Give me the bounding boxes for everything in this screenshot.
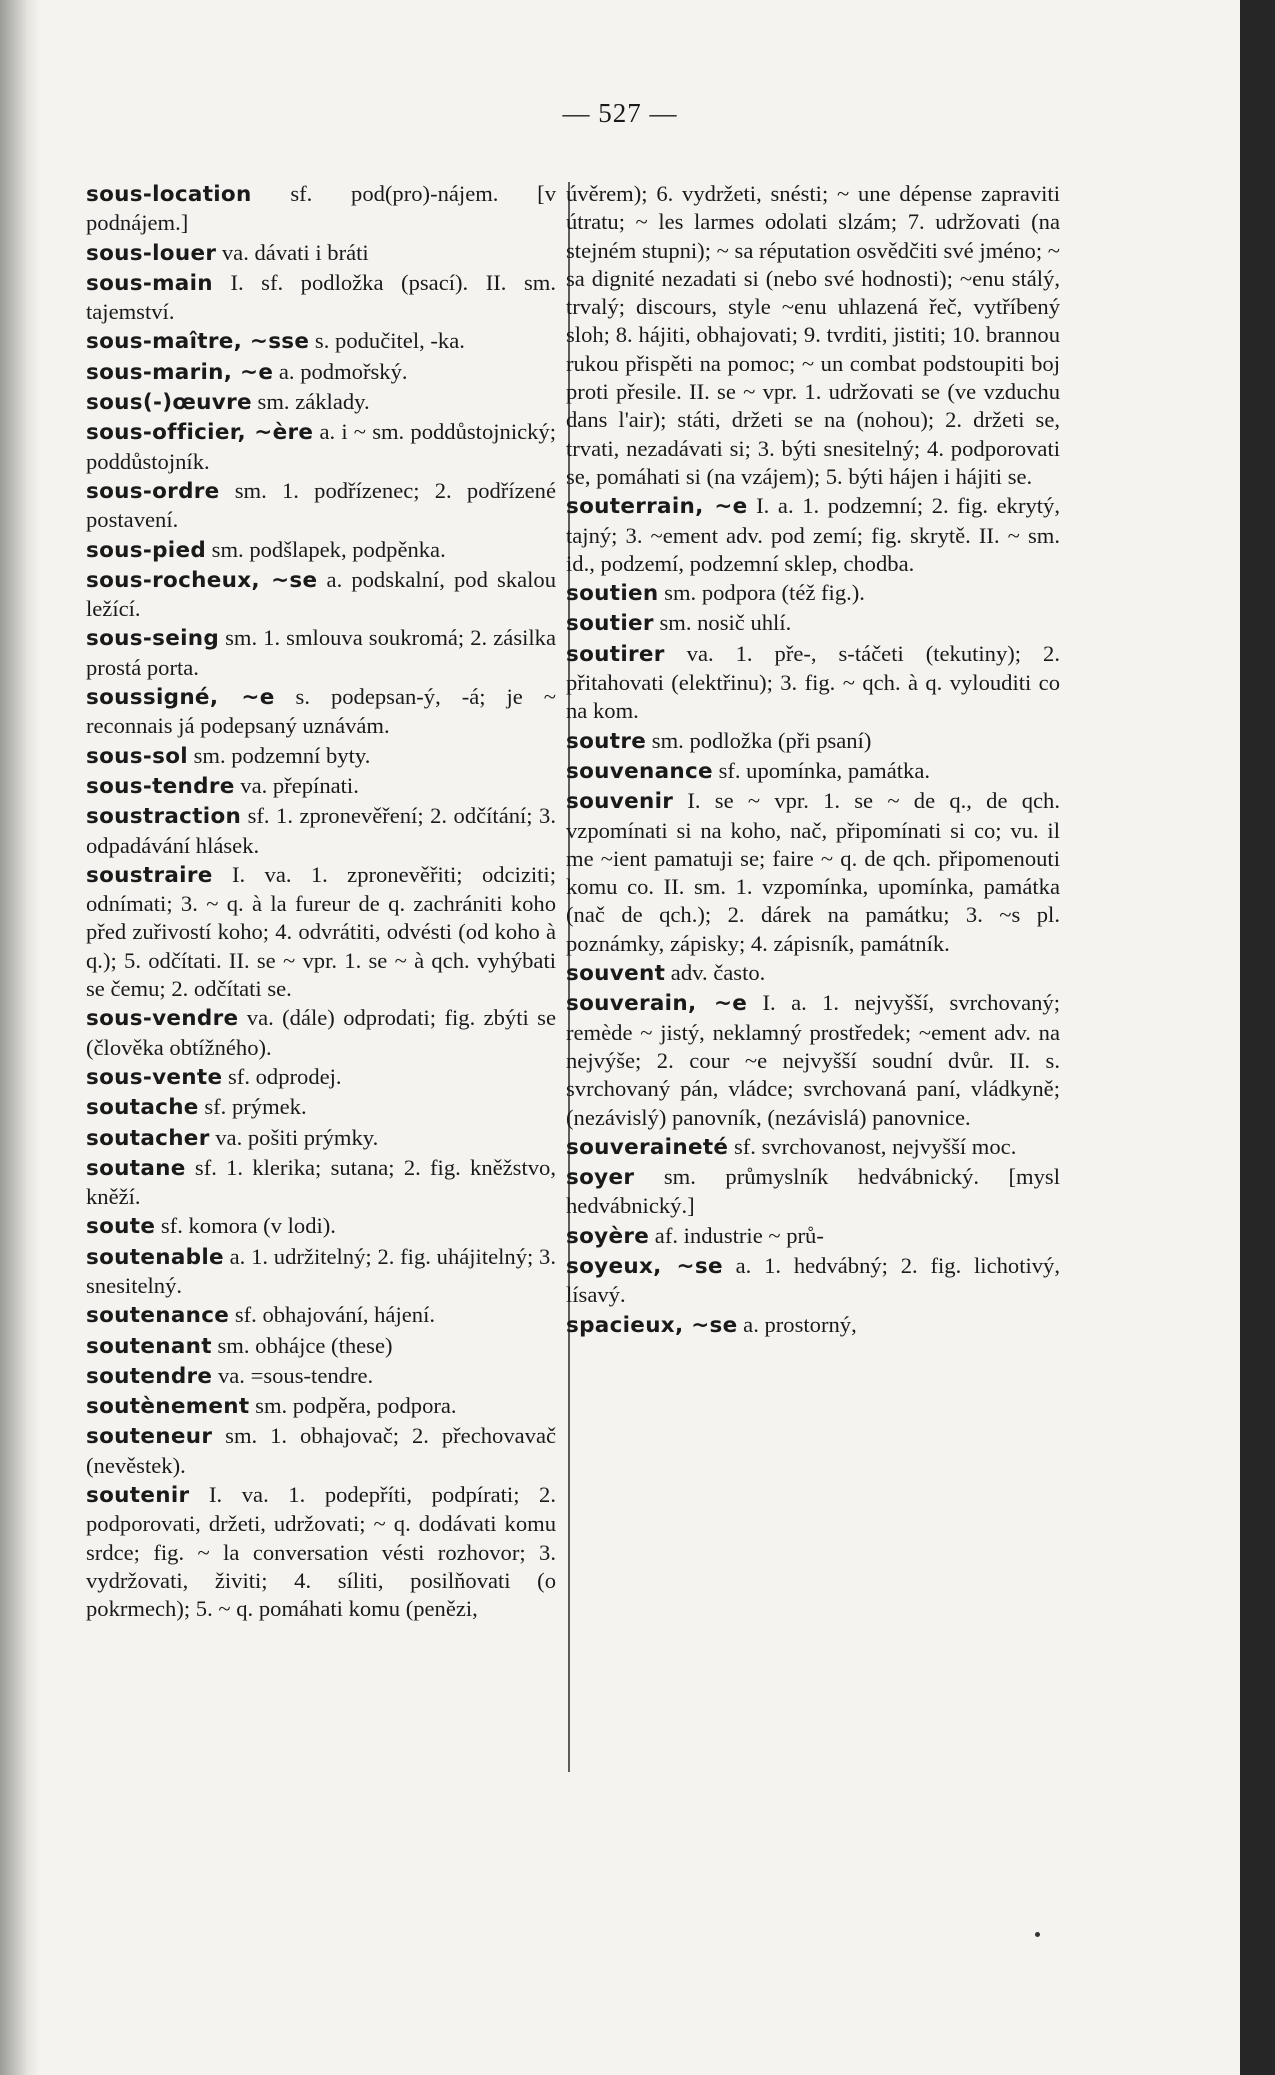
right-column: [566, 180, 1060, 1341]
dictionary-entry: [86, 327, 556, 356]
entry-definition: sm. 1. obhajovač; 2. přechovavač (nevěstek).: [86, 1423, 556, 1478]
headword: soutènement: [86, 1394, 250, 1420]
dictionary-entry: [86, 1392, 556, 1421]
headword: sous-marin, ~e: [86, 359, 274, 385]
headword: soyeux, ~se: [566, 1253, 723, 1279]
headword: soutendre: [86, 1363, 213, 1389]
dictionary-entry: [566, 1133, 1060, 1162]
entry-definition: sf. upomínka, památka.: [712, 757, 931, 783]
dictionary-entry: [86, 683, 556, 741]
dictionary-entry: [86, 1124, 556, 1153]
dictionary-entry: [86, 1481, 556, 1623]
headword: souvent: [566, 961, 666, 987]
headword: sous-tendre: [86, 773, 235, 799]
entry-definition: sm. obhájce (these): [211, 1332, 393, 1358]
entry-definition: sf. pod(pro)-nájem. [v podnájem.]: [86, 181, 556, 236]
entry-definition: a. i ~ sm. poddůstojnický; poddůstojník.: [86, 419, 556, 474]
entry-definition: sf. prýmek.: [198, 1094, 307, 1120]
dictionary-entry: [86, 536, 556, 565]
headword: sous(-)œuvre: [86, 390, 252, 416]
headword: soutenant: [86, 1333, 212, 1359]
headword: souveraineté: [566, 1134, 729, 1160]
dictionary-entry: [566, 959, 1060, 988]
entry-definition: I. va. 1. podepříti, podpírati; 2. podporovati, držeti, udržovati; ~ q. dodávati komu srdce; fig. ~ la conversation vésti rozhovor; 3. vydržovati, živiti; 4. síliti, posilňovati (o pokrmech); 5. ~ q. pomáhati komu (penězi,: [86, 1482, 556, 1622]
entry-definition: sm. podšlapek, podpěnka.: [206, 536, 446, 562]
headword: sous-vente: [86, 1064, 223, 1090]
entry-definition: va. =sous-tendre.: [212, 1362, 374, 1388]
headword: soyer: [566, 1165, 635, 1191]
entry-definition: a. 1. udržitelný; 2. fig. uhájitelný; 3. snesitelný.: [86, 1243, 556, 1298]
entry-definition: s. podučitel, -ka.: [309, 328, 465, 354]
dictionary-entry: [86, 861, 556, 1003]
dictionary-entry: [566, 609, 1060, 638]
headword: soussigné, ~e: [86, 685, 275, 711]
entry-definition: va. 1. pře-, s-táčeti (tekutiny); 2. přitahovati (elektřinu); 3. fig. ~ qch. à q. vylouditi co na kom.: [566, 640, 1060, 724]
headword: sous-officier, ~ère: [86, 420, 314, 446]
dictionary-entry: [86, 1362, 556, 1391]
dictionary-entry: [86, 180, 556, 238]
dictionary-entry: [566, 787, 1060, 958]
headword: souvenance: [566, 758, 713, 784]
dictionary-entry: [566, 1222, 1060, 1251]
dictionary-entry: [86, 1422, 556, 1480]
headword: soutacher: [86, 1125, 210, 1151]
entry-definition: sm. základy.: [251, 389, 370, 415]
headword: soustraction: [86, 804, 242, 830]
headword: sous-vendre: [86, 1006, 239, 1032]
entry-definition: sf. komora (v lodi).: [155, 1213, 336, 1239]
headword: sous-pied: [86, 537, 207, 563]
entry-definition: adv. často.: [665, 960, 766, 986]
headword: souteneur: [86, 1424, 213, 1450]
entry-definition: s. podepsan-ý, -á; je ~ reconnais já podepsaný uznávám.: [86, 684, 556, 739]
headword: spacieux, ~se: [566, 1312, 738, 1338]
headword: soutirer: [566, 641, 665, 667]
dictionary-entry: [566, 727, 1060, 756]
dictionary-entry: [566, 640, 1060, 726]
headword: sous-maître, ~sse: [86, 329, 310, 355]
entry-definition: af. industrie ~ prů-: [649, 1222, 824, 1248]
dictionary-entry: [86, 1154, 556, 1212]
headword: sous-ordre: [86, 478, 220, 504]
headword: soustraire: [86, 862, 213, 888]
dictionary-entry: [86, 388, 556, 417]
entry-definition: úvěrem); 6. vydržeti, snésti; ~ une dépense zapraviti útratu; ~ les larmes odolati slzám; 7. udržovati (na stejném stupni); ~ sa réputation osvědčiti své jméno; ~ sa dignité nezadati si (nebo své hodnosti); ~enu stálý, trvalý; discours, style ~enu uhlazená řeč, vytříbený sloh; 8. hájiti, obhajovati; 9. tvrditi, jistiti; 10. brannou rukou přispěti na pomoc; ~ un combat podstoupiti boj proti přesile. II. se ~ vpr. 1. udržovati se (ve vzduchu dans l'air); státi, držeti se na (nohou); 2. držeti se, trvati, nezadávati si; 3. býti snesitelný; 4. podporovati se, pomáhati si (na vzájem); 5. býti hájen i hájiti se.: [566, 181, 1060, 489]
entry-definition: sm. podzemní byty.: [187, 742, 371, 768]
dictionary-entry: [566, 1163, 1060, 1221]
dictionary-entry: [566, 492, 1060, 578]
dictionary-entry: [566, 989, 1060, 1131]
entry-definition: sf. 1. klerika; sutana; 2. fig. kněžstvo, kněží.: [86, 1154, 556, 1210]
dictionary-entry: [566, 180, 1060, 491]
dictionary-entry: [566, 1252, 1060, 1310]
page-number: — 527 —: [562, 98, 678, 128]
headword: sous-rocheux, ~se: [86, 567, 318, 593]
headword: soutien: [566, 581, 659, 607]
entry-definition: va. přepínati.: [234, 772, 359, 798]
entry-definition: sf. svrchovanost, nejvyšší moc.: [728, 1133, 1017, 1159]
dictionary-entry: [86, 1243, 556, 1301]
entry-definition: I. se ~ vpr. 1. se ~ de q., de qch. vzpomínati si na koho, nač, připomínati si co; vu. il me ~ient pamatuji se; faire ~ q. de qch. připomenouti komu co. II. sm. 1. vzpomínka, upomínka, památka (nač de qch.); 2. dárek na památku; 3. ~s pl. poznámky, zápisky; 4. zápisník, památník.: [566, 788, 1060, 956]
binding-shadow: [0, 0, 40, 2075]
entry-definition: I. va. 1. zpronevěřiti; odciziti; odnímati; 3. ~ q. à la fureur de q. zachrániti koho před zuřivostí koho; 4. odvrátiti, odvésti (od koho à q.); 5. odčítati. II. se ~ vpr. 1. se ~ à qch. vyhýbati se čemu; 2. odčítati se.: [86, 861, 556, 1002]
headword: sous-louer: [86, 240, 217, 266]
entry-definition: I. a. 1. nejvyšší, svrchovaný; remède ~ jistý, neklamný prostředek; ~ement adv. na nejvýše; 2. cour ~e nejvyšší soudní dvůr. II. s. svrchovaný pán, vládce; svrchovaná paní, vládkyně; (nezávislý) panovník, (nezávislá) panovnice.: [566, 990, 1060, 1130]
headword: sous-location: [86, 182, 252, 207]
headword: soutane: [86, 1155, 186, 1181]
headword: souterrain, ~e: [566, 494, 748, 520]
entry-definition: sm. nosič uhlí.: [653, 610, 792, 636]
headword: souvenir: [566, 789, 674, 815]
entry-definition: va. dávati i bráti: [216, 239, 369, 265]
entry-definition: sf. obhajování, hájení.: [229, 1302, 435, 1328]
entry-definition: sm. průmyslník hedvábnický. [mysl hedvábnický.]: [566, 1164, 1060, 1219]
headword: soutre: [566, 728, 647, 754]
dictionary-entry: [86, 269, 556, 327]
dictionary-entry: [86, 239, 556, 268]
headword: soutenable: [86, 1244, 224, 1270]
dictionary-entry: [86, 1093, 556, 1122]
ink-dot: [1035, 1932, 1040, 1937]
entry-definition: a. podmořský.: [273, 358, 408, 384]
entry-definition: va. pošiti prýmky.: [209, 1124, 379, 1150]
dictionary-entry: [86, 358, 556, 387]
dictionary-entry: [86, 566, 556, 624]
dictionary-entry: [86, 477, 556, 535]
dictionary-entry: [86, 1301, 556, 1330]
entry-definition: I. sf. podložka (psací). II. sm. tajemství.: [86, 269, 556, 325]
entry-definition: I. a. 1. podzemní; 2. fig. ekrytý, tajný; 3. ~ement adv. pod zemí; fig. skrytě. II. ~ sm. id., podzemí, podzemní sklep, chodba.: [566, 493, 1060, 576]
dictionary-entry: [86, 1212, 556, 1241]
headword: sous-main: [86, 270, 213, 296]
entry-definition: va. (dále) odprodati; fig. zbýti se (člověka obtížného).: [86, 1005, 556, 1060]
entry-definition: sm. 1. smlouva soukromá; 2. zásilka prostá porta.: [86, 625, 556, 680]
dictionary-entry: [86, 1332, 556, 1361]
headword: sous-seing: [86, 626, 220, 652]
headword: soutenance: [86, 1303, 230, 1329]
left-column: [86, 180, 556, 1625]
entry-definition: a. prostorný,: [737, 1311, 857, 1337]
dictionary-entry: [86, 1063, 556, 1092]
dictionary-entry: [86, 772, 556, 801]
entry-definition: a. 1. hedvábný; 2. fig. lichotivý, lísavý.: [566, 1252, 1061, 1308]
headword: soyère: [566, 1223, 650, 1249]
dictionary-entry: [86, 418, 556, 476]
headword: sous-sol: [86, 743, 188, 769]
entry-definition: sm. podpěra, podpora.: [249, 1393, 457, 1419]
entry-definition: a. podskalní, pod skalou ležící.: [86, 566, 556, 622]
entry-definition: sf. odprodej.: [222, 1063, 342, 1089]
entry-definition: sf. 1. zpronevěření; 2. odčítání; 3. odpadávání hlásek.: [86, 803, 556, 858]
dictionary-entry: [566, 1311, 1060, 1340]
headword: soute: [86, 1214, 156, 1240]
dictionary-entry: [566, 757, 1060, 786]
dictionary-entry: [86, 802, 556, 860]
dictionary-entry: [86, 624, 556, 682]
entry-definition: sm. 1. podřízenec; 2. podřízené postavení.: [86, 477, 556, 533]
entry-definition: sm. podložka (při psaní): [646, 727, 872, 753]
dictionary-entry: [86, 742, 556, 771]
dictionary-entry: [566, 579, 1060, 608]
headword: soutier: [566, 611, 654, 637]
dictionary-entry: [86, 1004, 556, 1062]
headword: souverain, ~e: [566, 991, 748, 1017]
headword: soutache: [86, 1095, 199, 1121]
headword: soutenir: [86, 1483, 190, 1509]
entry-definition: sm. podpora (též fig.).: [658, 580, 865, 606]
